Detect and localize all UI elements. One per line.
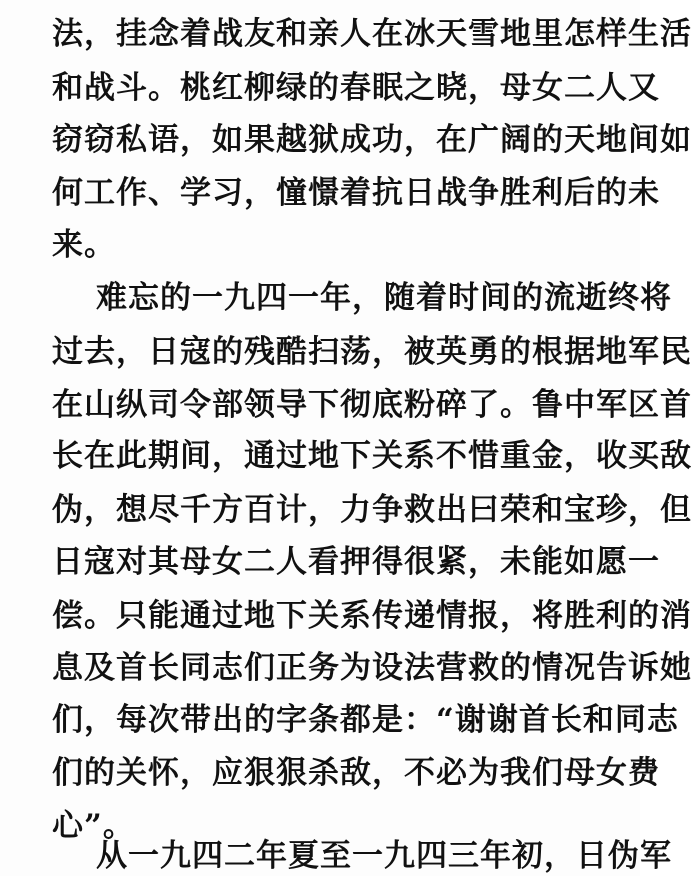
text-line-7: 过去，日寇的残酷扫荡，被英勇的根据地军民: [52, 334, 692, 370]
text-line-1: 法，挂念着战友和亲人在冰天雪地里怎样生活: [52, 16, 692, 52]
text-line-15: 们的关怀，应狠狠杀敌，不必为我们母女费: [52, 755, 660, 791]
text-line-9: 长在此期间，通过地下关系不惜重金，收买敌: [52, 438, 692, 474]
text-line-8: 在山纵司令部领导下彻底粉碎了。鲁中军区首: [52, 387, 692, 423]
text-line-13: 息及首长同志们正务为设法营救的情况告诉她: [52, 650, 692, 686]
text-line-12: 偿。只能通过地下关系传递情报，将胜利的消: [52, 598, 692, 634]
text-line-10: 伪，想尽千方百计，力争救出曰荣和宝珍，但: [52, 492, 692, 528]
text-line-16: 心”。: [52, 808, 135, 844]
text-line-5: 来。: [52, 227, 116, 263]
text-line-11: 日寇对其母女二人看押得很紧，未能如愿一: [52, 544, 660, 580]
text-line-2: 和战斗。桃红柳绿的春眠之晓，母女二人又: [52, 70, 660, 106]
text-line-14: 们，每次带出的字条都是：“谢谢首长和同志: [52, 702, 679, 738]
paragraph-start-line: 难忘的一九四一年，随着时间的流逝终将: [96, 280, 672, 316]
paragraph-start-line-2: 从一九四二年夏至一九四三年初，日伪军: [96, 838, 672, 874]
text-line-4: 何工作、学习，憧憬着抗日战争胜利后的未: [52, 175, 660, 211]
text-line-3: 窃窃私语，如果越狱成功，在广阔的天地间如: [52, 122, 692, 158]
